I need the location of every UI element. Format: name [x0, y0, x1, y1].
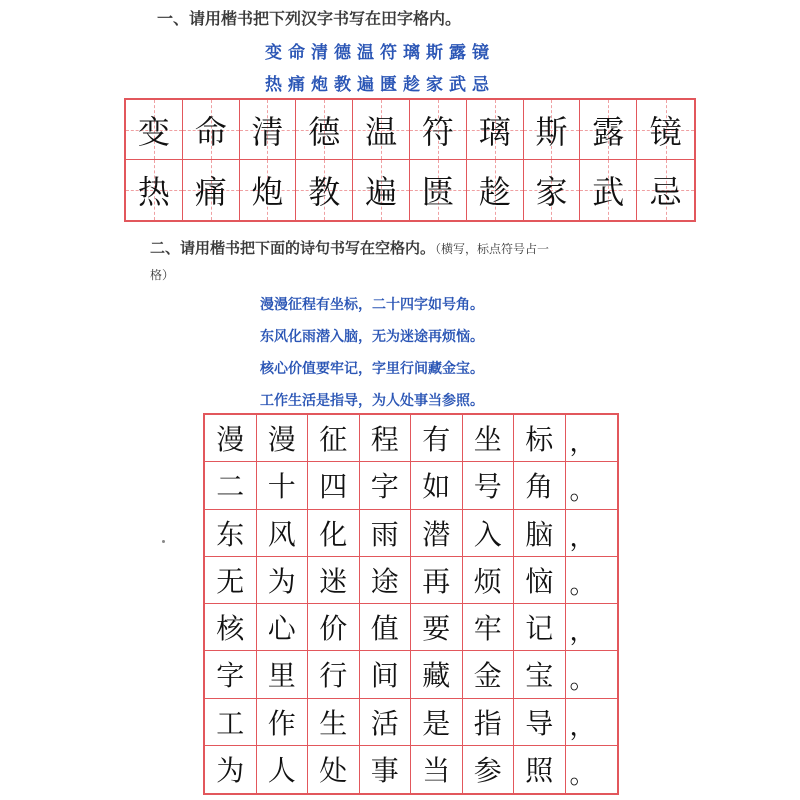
poem-cell: 活 — [360, 699, 412, 746]
tianzi-cell — [637, 160, 694, 220]
poem-cell: 有 — [411, 415, 463, 462]
punctuation-cell: 。 — [566, 651, 618, 698]
poem-cell: 导 — [514, 699, 566, 746]
poem-cell: 心 — [257, 604, 309, 651]
poem-cell: 迷 — [308, 557, 360, 604]
handwritten-character: 德 — [308, 112, 341, 151]
section2-heading — [150, 237, 549, 258]
sample-characters-row-2: 热痛炮教遍匮趁家武忌 — [265, 75, 495, 95]
handwritten-character: 痛 — [194, 173, 227, 211]
poem-cell: 字 — [360, 462, 412, 509]
tianzi-cell — [410, 100, 467, 160]
handwritten-character: 匮 — [421, 173, 454, 211]
poem-cell: 雨 — [360, 510, 412, 557]
poem-cell: 途 — [360, 557, 412, 604]
poem-cell: 金 — [463, 651, 515, 698]
poem-cell: 价 — [308, 604, 360, 651]
poem-cell: 潜 — [411, 510, 463, 557]
handwritten-character: 热 — [137, 173, 170, 211]
poem-line-2: 东风化雨潜入脑，无为迷途再烦恼。 — [260, 329, 484, 345]
poem-cell: 入 — [463, 510, 515, 557]
handwritten-character: 趁 — [478, 173, 511, 211]
tianzi-cell — [296, 100, 353, 160]
handwritten-character: 温 — [365, 112, 398, 151]
poem-cell: 风 — [257, 510, 309, 557]
section2-note-continued: 格） — [150, 268, 175, 282]
handwritten-character: 镜 — [649, 112, 682, 151]
poem-cell: 恼 — [514, 557, 566, 604]
handwritten-character: 符 — [421, 112, 454, 151]
poem-cell: 牢 — [463, 604, 515, 651]
poem-cell: 作 — [257, 699, 309, 746]
poem-cell: 核 — [205, 604, 257, 651]
handwritten-character: 璃 — [478, 112, 511, 151]
handwritten-character: 变 — [137, 112, 170, 151]
tianzi-cell — [524, 160, 581, 220]
poem-cell: 是 — [411, 699, 463, 746]
poem-cell: 行 — [308, 651, 360, 698]
poem-cell: 四 — [308, 462, 360, 509]
poem-cell: 如 — [411, 462, 463, 509]
poem-cell: 东 — [205, 510, 257, 557]
handwritten-character: 炮 — [251, 173, 284, 211]
handwritten-character: 武 — [592, 173, 625, 211]
poem-cell: 指 — [463, 699, 515, 746]
tianzi-cell — [183, 100, 240, 160]
tianzi-cell — [353, 100, 410, 160]
tianzi-cell — [467, 160, 524, 220]
poem-cell: 无 — [205, 557, 257, 604]
punctuation-cell: ， — [566, 415, 618, 462]
poem-cell: 里 — [257, 651, 309, 698]
handwritten-character: 命 — [194, 112, 227, 151]
poem-cell: 照 — [514, 746, 566, 793]
punctuation-cell: 。 — [566, 557, 618, 604]
tianzi-cell — [524, 100, 581, 160]
poem-cell: 处 — [308, 746, 360, 793]
poem-cell: 坐 — [463, 415, 515, 462]
tianzi-cell — [126, 160, 183, 220]
punctuation-cell: ， — [566, 699, 618, 746]
poem-cell: 宝 — [514, 651, 566, 698]
poem-cell: 记 — [514, 604, 566, 651]
punctuation-cell: 。 — [566, 462, 618, 509]
poem-cell: 角 — [514, 462, 566, 509]
poem-cell: 事 — [360, 746, 412, 793]
poem-line-4: 工作生活是指导，为人处事当参照。 — [260, 393, 484, 409]
punctuation-cell: ， — [566, 510, 618, 557]
poem-cell: 再 — [411, 557, 463, 604]
section2-note: （横写，标点符号占一 — [435, 242, 550, 256]
paper-speck — [162, 540, 165, 543]
handwritten-character: 家 — [535, 173, 568, 211]
sample-characters-row-1: 变命清德温符璃斯露镜 — [265, 43, 495, 63]
poem-cell: 人 — [257, 746, 309, 793]
section2-heading-text: 二、请用楷书把下面的诗句书写在空格内。 — [150, 239, 436, 257]
poem-line-1: 漫漫征程有坐标，二十四字如号角。 — [260, 297, 484, 313]
poem-cell: 字 — [205, 651, 257, 698]
poem-cell: 参 — [463, 746, 515, 793]
tianzi-cell — [183, 160, 240, 220]
tianzi-cell — [637, 100, 694, 160]
tianzi-cell — [410, 160, 467, 220]
tianzi-cell — [353, 160, 410, 220]
handwritten-character: 忌 — [649, 173, 682, 211]
punctuation-cell: ， — [566, 604, 618, 651]
tianzi-cell — [240, 100, 297, 160]
tianzi-cell — [240, 160, 297, 220]
poem-cell: 二 — [205, 462, 257, 509]
tianzi-cell — [580, 100, 637, 160]
poem-cell: 号 — [463, 462, 515, 509]
poem-cell: 间 — [360, 651, 412, 698]
poem-cell: 工 — [205, 699, 257, 746]
handwritten-character: 教 — [308, 173, 341, 211]
poem-line-3: 核心价值要牢记，字里行间藏金宝。 — [260, 361, 484, 377]
poem-cell: 烦 — [463, 557, 515, 604]
handwritten-character: 露 — [592, 112, 625, 151]
punctuation-cell: 。 — [569, 760, 596, 790]
poem-cell: 标 — [514, 415, 566, 462]
tianzi-cell — [467, 100, 524, 160]
poem-cell: 生 — [308, 699, 360, 746]
poem-cell: 当 — [411, 746, 463, 793]
handwritten-character: 遍 — [365, 173, 398, 211]
poem-cell: 要 — [411, 604, 463, 651]
handwritten-character: 斯 — [535, 112, 568, 151]
poem-cell: 漫 — [257, 415, 309, 462]
tianzi-cell — [580, 160, 637, 220]
poem-cell: 程 — [360, 415, 412, 462]
tianzi-cell — [296, 160, 353, 220]
poem-cell: 藏 — [411, 651, 463, 698]
tianzi-grid — [124, 98, 696, 222]
poem-cell: 十 — [257, 462, 309, 509]
poem-cell: 值 — [360, 604, 412, 651]
poem-writing-grid — [203, 413, 619, 795]
poem-cell: 为 — [257, 557, 309, 604]
handwritten-character: 清 — [251, 112, 284, 151]
poem-cell: 漫 — [205, 415, 257, 462]
poem-cell: 脑 — [514, 510, 566, 557]
poem-cell: 征 — [308, 415, 360, 462]
section1-heading: 一、请用楷书把下列汉字书写在田字格内。 — [157, 9, 462, 28]
poem-cell: 化 — [308, 510, 360, 557]
poem-cell: 为 — [205, 746, 257, 793]
tianzi-cell — [126, 100, 183, 160]
